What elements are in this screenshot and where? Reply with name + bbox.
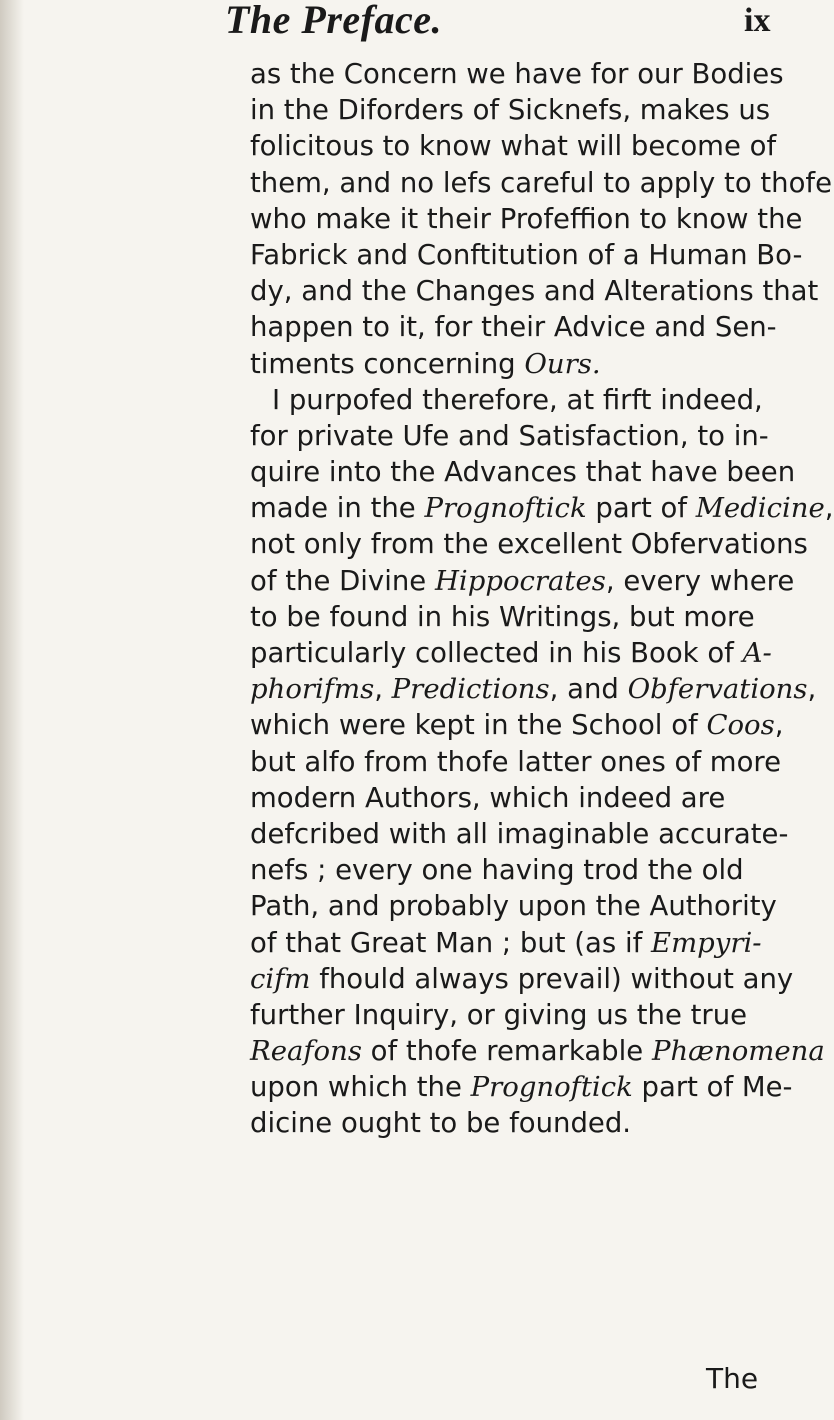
text-line: phorifms, Predictions, and Obfervations, bbox=[250, 673, 817, 706]
text-line: dicine ought to be founded. bbox=[250, 1107, 632, 1140]
italic-term: Ours. bbox=[524, 347, 601, 380]
text-line: happen to it, for their Advice and Sen- bbox=[250, 311, 777, 344]
italic-term: Phænomena bbox=[651, 1035, 825, 1068]
text-line: further Inquiry, or giving us the true bbox=[250, 998, 748, 1031]
page-number: ix bbox=[744, 2, 771, 39]
text-line: Reafons of thofe remarkable Phænomena bbox=[250, 1035, 825, 1068]
italic-term: cifm bbox=[250, 962, 311, 995]
text-line: of the Divine Hippocrates, every where bbox=[250, 564, 795, 597]
text-line: for private Ufe and Satisfaction, to in- bbox=[250, 419, 769, 452]
italic-term: Coos bbox=[706, 709, 775, 742]
text-line: I purpofed therefore, at firft indeed, bbox=[272, 383, 763, 416]
text-line: Fabrick and Conftitution of a Human Bo- bbox=[250, 238, 803, 271]
running-title: The Preface. bbox=[225, 0, 443, 42]
text-line: which were kept in the School of Coos, bbox=[250, 709, 784, 742]
text-line: defcribed with all imaginable accurate- bbox=[250, 817, 789, 850]
text-line: who make it their Profeffion to know the bbox=[250, 202, 803, 235]
text-line: to be found in his Writings, but more bbox=[250, 600, 755, 633]
italic-term: Medicine bbox=[695, 492, 825, 525]
italic-term: Obfervations bbox=[627, 673, 808, 706]
italic-term: Hippocrates bbox=[434, 564, 606, 597]
text-line: Path, and probably upon the Authority bbox=[250, 890, 777, 923]
page-header bbox=[0, 0, 801, 40]
italic-term: Predictions bbox=[391, 673, 550, 706]
italic-term: Prognoftick bbox=[424, 492, 587, 525]
text-line: dy, and the Changes and Alterations that bbox=[250, 275, 819, 308]
text-line: as the Concern we have for our Bodies bbox=[250, 58, 784, 90]
catchword: The bbox=[706, 1362, 759, 1395]
italic-term: Prognoftick bbox=[470, 1071, 633, 1104]
text-line: timents concerning Ours. bbox=[250, 347, 601, 380]
text-line: not only from the excellent Obfervations bbox=[250, 528, 808, 561]
italic-term: Reafons bbox=[250, 1035, 362, 1068]
text-line: in the Diforders of Sicknefs, makes us bbox=[250, 94, 771, 127]
text-line: quire into the Advances that have been bbox=[250, 456, 796, 489]
italic-term: phorifms bbox=[250, 673, 375, 706]
text-line: of that Great Man ; but (as if Empyri- bbox=[250, 926, 762, 959]
text-line: cifm fhould always prevail) without any bbox=[250, 962, 794, 995]
text-line: folicitous to know what will become of bbox=[250, 130, 777, 163]
body-text bbox=[250, 56, 834, 1142]
text-line: upon which the Prognoftick part of Me- bbox=[250, 1071, 793, 1104]
page-gutter-shadow bbox=[0, 0, 24, 1420]
italic-term: A- bbox=[742, 637, 772, 669]
text-line: particularly collected in his Book of A- bbox=[250, 637, 772, 669]
text-line: made in the Prognoftick part of Medicine, bbox=[250, 492, 834, 525]
text-line: modern Authors, which indeed are bbox=[250, 781, 726, 814]
italic-term: Empyri- bbox=[651, 926, 762, 959]
text-line: them, and no lefs careful to apply to thofe bbox=[250, 166, 833, 199]
text-line: nefs ; every one having trod the old bbox=[250, 854, 744, 887]
text-line: but alfo from thofe latter ones of more bbox=[250, 745, 782, 778]
